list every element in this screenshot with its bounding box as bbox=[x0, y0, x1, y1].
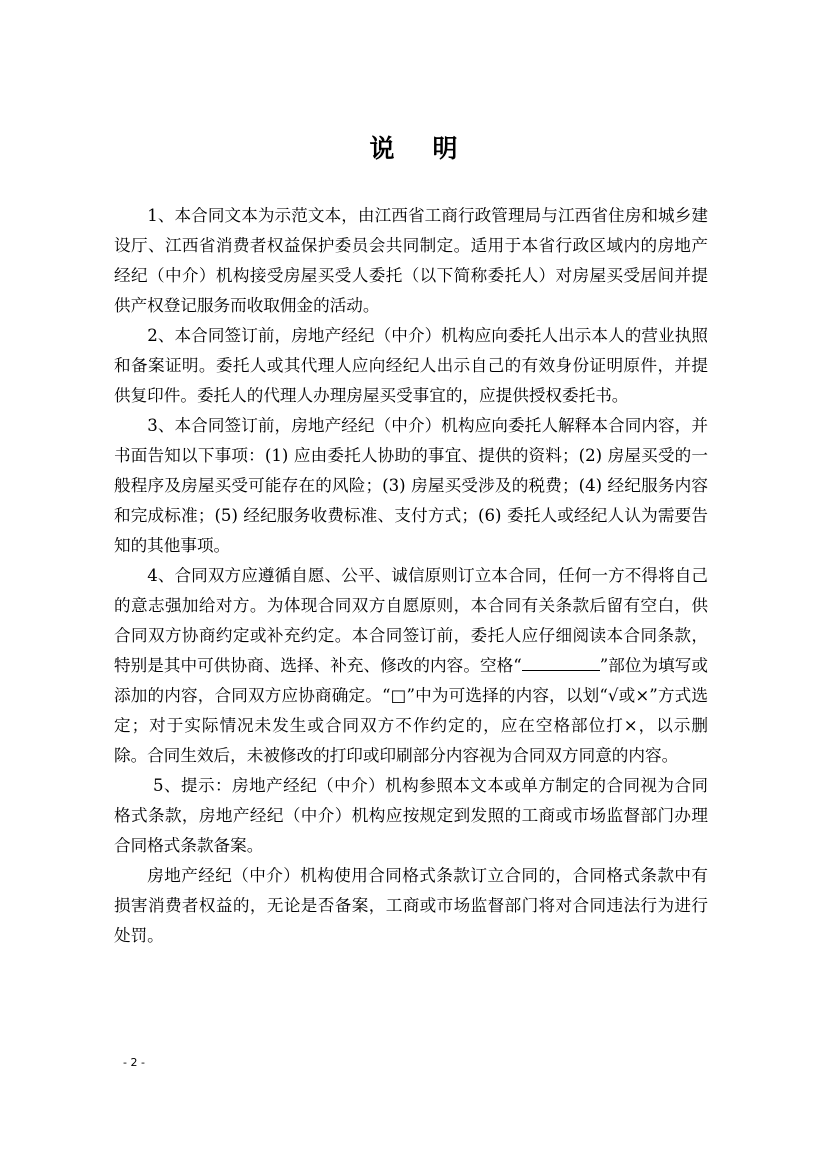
paragraph-1: 1、本合同文本为示范文本，由江西省工商行政管理局与江西省住房和城乡建设厅、江西省消费者权益保护委员会共同制定。适用于本省行政区域内的房地产经纪（中介）机构接受房屋买受人委托（以下简称委托人）对房屋买受居间并提供产权登记服务而收取佣金的活动。 bbox=[114, 206, 708, 315]
paragraph-4-part-2: ”部位为填写或添加的内容，合同双方应协商确定。“□”中为可选择的内容，以划“√或×”方式选定；对于实际情况未发生或合同双方不作约定的，应在空格部位打×，以示删除。合同生效后，未被修改的打印或印刷部分内容视为合同双方同意的内容。 bbox=[114, 656, 709, 765]
page-number: - 2 - bbox=[123, 1056, 145, 1069]
title-char-1: 说 bbox=[369, 134, 395, 163]
paragraph-4 bbox=[114, 561, 708, 771]
title-char-2: 明 bbox=[432, 134, 458, 163]
paragraph-5: 5、提示：房地产经纪（中介）机构参照本文本或单方制定的合同视为合同格式条款，房地产经纪（中介）机构应按规定到发照的工商或市场监督部门办理合同格式条款备案。 bbox=[114, 776, 708, 855]
paragraph-2: 2、本合同签订前，房地产经纪（中介）机构应向委托人出示本人的营业执照和备案证明。委托人或其代理人应向经纪人出示自己的有效身份证明原件，并提供复印件。委托人的代理人办理房屋买受事宜的，应提供授权委托书。 bbox=[114, 326, 708, 405]
page-title bbox=[0, 133, 827, 165]
paragraph-4-part-1: 4、合同双方应遵循自愿、公平、诚信原则订立本合同，任何一方不得将自己的意志强加给对方。为体现合同双方自愿原则，本合同有关条款后留有空白，供合同双方协商约定或补充约定。本合同签订前，委托人应仔细阅读本合同条款，特别是其中可供协商、选择、补充、修改的内容。空格“ bbox=[114, 566, 708, 675]
fill-in-blank-sample bbox=[522, 654, 600, 671]
document-body bbox=[114, 201, 708, 951]
paragraph-3: 3、本合同签订前，房地产经纪（中介）机构应向委托人解释本合同内容，并书面告知以下事项：(1) 应由委托人协助的事宜、提供的资料；(2) 房屋买受的一般程序及房屋买受可能存在的风险；(3) 房屋买受涉及的税费；(4) 经纪服务内容和完成标准；(5) 经纪服务收费标准、支付方式；(6) 委托人或经纪人认为需要告知的其他事项。 bbox=[114, 416, 708, 555]
paragraph-6: 房地产经纪（中介）机构使用合同格式条款订立合同的，合同格式条款中有损害消费者权益的，无论是否备案，工商或市场监督部门将对合同违法行为进行处罚。 bbox=[114, 866, 708, 945]
